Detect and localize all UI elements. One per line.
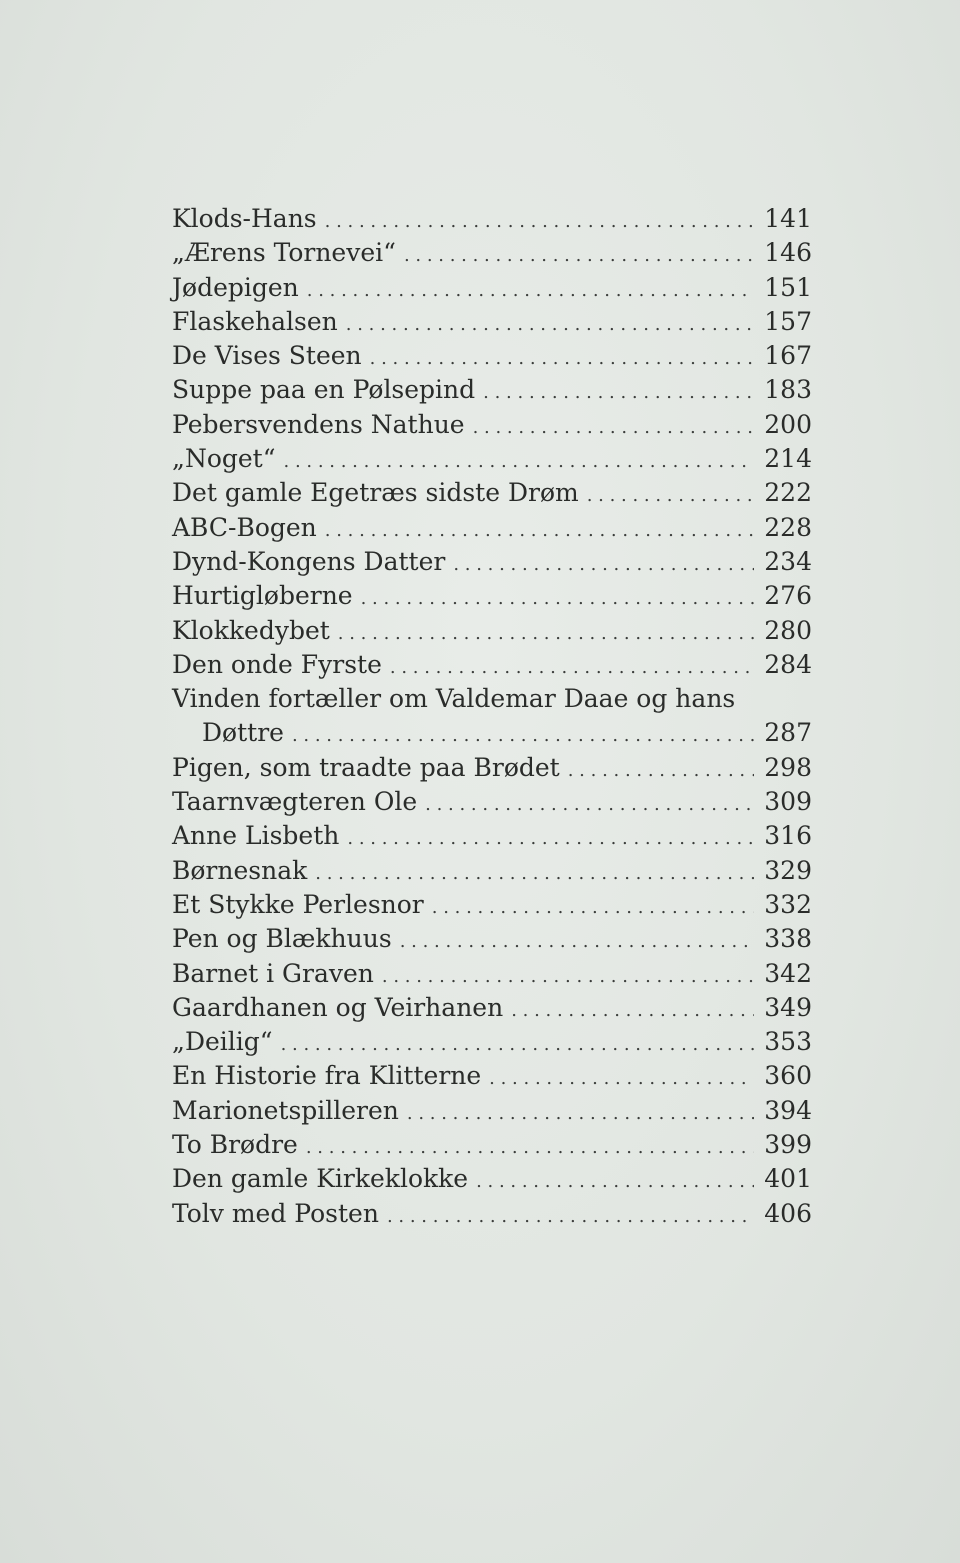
dot-leader [325, 205, 755, 239]
toc-entry-title: Dynd-Kongens Datter [172, 546, 446, 576]
toc-entry-page: 183 [764, 375, 812, 405]
toc-entry-page: 214 [764, 444, 812, 474]
toc-entry [172, 476, 812, 510]
toc-entry [172, 1162, 812, 1196]
dot-leader [382, 960, 754, 994]
dot-leader [281, 1028, 755, 1062]
toc-entry-title: Det gamle Egetræs sidste Drøm [172, 478, 579, 508]
toc-entry-page: 401 [764, 1164, 812, 1194]
dot-leader [453, 548, 754, 582]
toc-entry-page: 394 [764, 1095, 812, 1125]
dot-leader [407, 1097, 754, 1131]
toc-entry-title: Taarnvægteren Ole [172, 787, 418, 817]
dot-leader [306, 1131, 754, 1165]
toc-entry-page: 329 [764, 855, 812, 885]
toc-entry [172, 819, 812, 853]
toc-entry-title: Pen og Blækhuus [172, 924, 392, 954]
toc-entry-page: 151 [764, 272, 812, 302]
toc-entry [172, 545, 812, 579]
toc-entry-page: 360 [764, 1061, 812, 1091]
toc-entry-page: 200 [764, 409, 812, 439]
toc-entry-title: Marionetspilleren [172, 1095, 399, 1125]
toc-entry-page: 228 [764, 512, 812, 542]
toc-entry [172, 1094, 812, 1128]
dot-leader [476, 1165, 754, 1199]
toc-entry-title: Døttre [202, 718, 284, 748]
dot-leader [315, 857, 754, 891]
toc-entry [172, 751, 812, 785]
toc-entry-title: „Ærens Tornevei“ [172, 238, 396, 268]
dot-leader [432, 891, 755, 925]
dot-leader [292, 719, 754, 753]
toc-entry [172, 854, 812, 888]
dot-leader [387, 1200, 754, 1234]
toc-entry-continuation [172, 716, 812, 750]
dot-leader [425, 788, 754, 822]
toc-entry [172, 511, 812, 545]
toc-entry-page: 141 [764, 204, 812, 233]
toc-entry-page: 332 [764, 889, 812, 919]
table-of-contents [172, 202, 812, 1231]
toc-entry-title: Hurtigløberne [172, 581, 353, 611]
toc-entry [172, 1059, 812, 1093]
dot-leader [361, 582, 755, 616]
toc-entry-title: Barnet i Graven [172, 958, 374, 988]
toc-entry-title: Suppe paa en Pølsepind [172, 375, 476, 405]
toc-entry [172, 442, 812, 476]
dot-leader [489, 1062, 754, 1096]
toc-entry-title: Klokkedybet [172, 615, 330, 645]
dot-leader [390, 651, 754, 685]
dot-leader [587, 479, 755, 513]
toc-entry-page: 280 [764, 615, 812, 645]
toc-entry-page: 406 [764, 1198, 812, 1228]
dot-leader [307, 274, 755, 308]
dot-leader [325, 514, 754, 548]
dot-leader [568, 754, 755, 788]
dot-leader [284, 445, 755, 479]
toc-entry [172, 785, 812, 819]
toc-entry-title: „Noget“ [172, 444, 276, 474]
toc-entry-page: 157 [764, 306, 812, 336]
toc-entry-page: 234 [764, 546, 812, 576]
dot-leader [511, 994, 754, 1028]
toc-entry-page: 349 [764, 992, 812, 1022]
toc-entry-title: Børnesnak [172, 855, 308, 885]
dot-leader [473, 411, 755, 445]
toc-entry-title: To Brødre [172, 1130, 298, 1160]
toc-entry [172, 991, 812, 1025]
toc-entry [172, 648, 812, 682]
toc-entry-title: Flaskehalsen [172, 306, 338, 336]
toc-entry-title: „Deilig“ [172, 1027, 273, 1057]
toc-entry-page: 222 [764, 478, 812, 508]
toc-entry [172, 1128, 812, 1162]
dot-leader [400, 925, 755, 959]
toc-entry-title: Et Stykke Perlesnor [172, 889, 424, 919]
toc-entry [172, 339, 812, 373]
toc-entry [172, 957, 812, 991]
toc-entry-title: Pebersvendens Nathue [172, 409, 465, 439]
toc-entry-title: Pigen, som traadte paa Brødet [172, 752, 560, 782]
toc-entry [172, 271, 812, 305]
dot-leader [347, 822, 754, 856]
toc-entry-page: 399 [764, 1130, 812, 1160]
toc-entry-page: 338 [764, 924, 812, 954]
dot-leader [370, 342, 755, 376]
toc-entry-title: Jødepigen [172, 272, 299, 302]
toc-entry-page: 146 [764, 238, 812, 268]
toc-entry [172, 373, 812, 407]
toc-entry-title: Anne Lisbeth [172, 821, 340, 851]
toc-entry-title: Tolv med Posten [172, 1198, 379, 1228]
toc-entry-page: 353 [764, 1027, 812, 1057]
toc-entry [172, 579, 812, 613]
toc-entry-title: En Historie fra Klitterne [172, 1061, 482, 1091]
dot-leader [338, 617, 754, 651]
toc-entry [172, 682, 812, 716]
toc-entry [172, 1197, 812, 1231]
toc-entry-title: De Vises Steen [172, 341, 362, 371]
toc-entry-page: 316 [764, 821, 812, 851]
toc-entry [172, 922, 812, 956]
toc-entry-title: Den gamle Kirkeklokke [172, 1164, 469, 1194]
toc-entry [172, 305, 812, 339]
toc-entry [172, 408, 812, 442]
toc-entry [172, 888, 812, 922]
toc-entry-page: 167 [764, 341, 812, 371]
toc-entry-page: 309 [764, 787, 812, 817]
dot-leader [483, 376, 754, 410]
toc-entry-title: Vinden fortæller om Valdemar Daae og hans [172, 684, 736, 714]
toc-entry-title: Den onde Fyrste [172, 649, 382, 679]
toc-entry-title: Gaardhanen og Veirhanen [172, 992, 504, 1022]
toc-entry-page: 287 [764, 718, 812, 748]
toc-entry-page: 284 [764, 649, 812, 679]
toc-entry [172, 236, 812, 270]
toc-entry-page: 342 [764, 958, 812, 988]
toc-entry [172, 614, 812, 648]
dot-leader [404, 239, 754, 273]
toc-entry-page: 276 [764, 581, 812, 611]
toc-entry [172, 202, 812, 236]
toc-entry-page: 298 [764, 752, 812, 782]
toc-entry [172, 1025, 812, 1059]
toc-entry-title: Klods-Hans [172, 204, 317, 233]
toc-entry-title: ABC-Bogen [172, 512, 317, 542]
dot-leader [346, 308, 755, 342]
